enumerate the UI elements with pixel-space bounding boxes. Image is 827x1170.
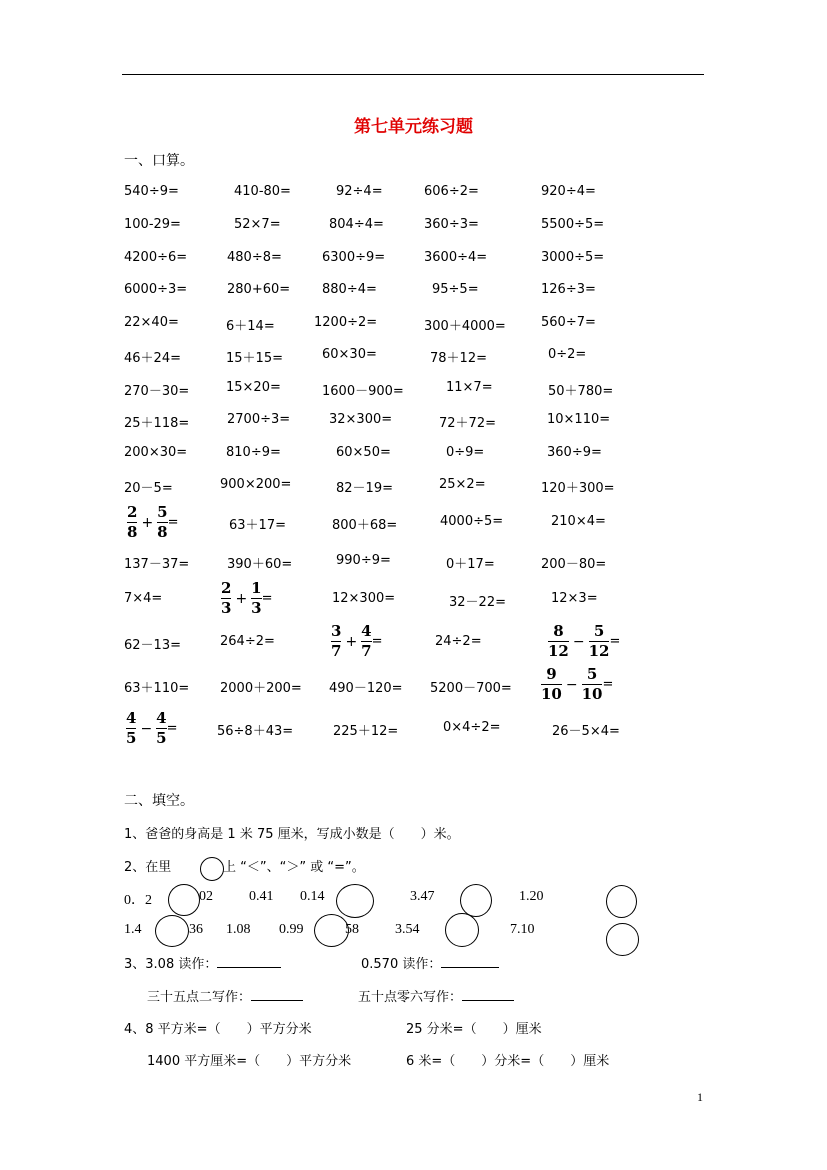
arithmetic-problem: 26－5×4= xyxy=(552,724,620,739)
arithmetic-problem: 12×3= xyxy=(551,591,598,606)
question-3-a-label: 3、3.08 读作： xyxy=(124,957,218,972)
equals-sign: = xyxy=(609,634,621,649)
compare-value: 0.99 xyxy=(279,922,304,937)
arithmetic-problem: 60×30= xyxy=(322,347,377,362)
denominator: 10 xyxy=(581,685,603,703)
arithmetic-problem: 25＋118= xyxy=(124,416,190,431)
numerator: 5 xyxy=(586,665,598,683)
arithmetic-problem: 63＋110= xyxy=(124,681,190,696)
arithmetic-problem: 56÷8＋43= xyxy=(217,724,294,739)
answer-blank[interactable] xyxy=(251,988,303,1001)
question-3-b xyxy=(361,953,499,972)
arithmetic-problem: 2000＋200= xyxy=(220,681,302,696)
arithmetic-problem: 880÷4= xyxy=(322,282,377,297)
arithmetic-problem: 137－37= xyxy=(124,557,190,572)
arithmetic-problem: 360÷3= xyxy=(424,217,479,232)
page-number: 1 xyxy=(697,1090,703,1104)
equals-sign: = xyxy=(166,721,178,736)
fraction xyxy=(156,709,166,748)
arithmetic-problem: 480÷8= xyxy=(227,250,282,265)
question-4-c: 1400 平方厘米=（ ）平方分米 xyxy=(147,1054,352,1069)
arithmetic-problem: 6＋14= xyxy=(226,319,275,334)
numerator: 2 xyxy=(221,579,232,597)
fraction xyxy=(331,622,341,661)
arithmetic-problem: 5200－700= xyxy=(430,681,512,696)
denominator: 12 xyxy=(588,642,610,660)
compare-circle[interactable] xyxy=(606,885,637,918)
fraction-expression xyxy=(126,709,178,748)
arithmetic-problem: 390＋60= xyxy=(227,557,293,572)
arithmetic-problem: 15＋15= xyxy=(226,351,283,366)
arithmetic-problem: 920÷4= xyxy=(541,184,596,199)
numerator: 5 xyxy=(157,503,168,521)
numerator: 4 xyxy=(361,622,372,640)
operator: + xyxy=(235,590,248,607)
fraction xyxy=(589,622,610,661)
arithmetic-problem: 52×7= xyxy=(234,217,281,232)
compare-value: 0．2 xyxy=(124,893,152,908)
compare-circle[interactable] xyxy=(606,923,639,956)
arithmetic-problem: 990÷9= xyxy=(336,553,391,568)
denominator: 8 xyxy=(157,523,168,541)
arithmetic-problem: 200－80= xyxy=(541,557,607,572)
arithmetic-problem: 210×4= xyxy=(551,514,606,529)
section-2-heading: 二、填空。 xyxy=(124,793,194,809)
arithmetic-problem: 20－5= xyxy=(124,481,173,496)
arithmetic-problem: 606÷2= xyxy=(424,184,479,199)
arithmetic-problem: 490－120= xyxy=(329,681,403,696)
arithmetic-problem: 300＋4000= xyxy=(424,319,506,334)
arithmetic-problem: 10×110= xyxy=(547,412,611,427)
compare-value: 3.47 xyxy=(410,889,435,904)
numerator: 5 xyxy=(593,622,605,640)
arithmetic-problem: 810÷9= xyxy=(226,445,281,460)
arithmetic-problem: 62－13= xyxy=(124,638,181,653)
compare-value: 0.41 xyxy=(249,889,274,904)
arithmetic-problem: 1600－900= xyxy=(322,384,404,399)
answer-blank[interactable] xyxy=(217,955,281,968)
operator: − xyxy=(565,676,578,693)
compare-circle[interactable] xyxy=(336,884,374,918)
arithmetic-problem: 225＋12= xyxy=(333,724,399,739)
operator: + xyxy=(345,633,358,650)
arithmetic-problem: 0÷9= xyxy=(446,445,485,460)
compare-circle[interactable] xyxy=(168,884,200,916)
denominator: 3 xyxy=(251,599,262,617)
fraction xyxy=(582,665,603,704)
fraction xyxy=(127,503,137,542)
arithmetic-problem: 4000÷5= xyxy=(440,514,504,529)
fraction xyxy=(157,503,167,542)
operator: + xyxy=(141,514,154,531)
equals-sign: = xyxy=(371,634,383,649)
compare-circle[interactable] xyxy=(445,913,479,947)
header-rule xyxy=(122,74,704,75)
question-3-d-label: 五十点零六写作： xyxy=(358,990,463,1005)
arithmetic-problem: 560÷7= xyxy=(541,315,596,330)
compare-value: 1.08 xyxy=(226,922,251,937)
fraction xyxy=(126,709,136,748)
numerator: 2 xyxy=(127,503,138,521)
arithmetic-problem: 270－30= xyxy=(124,384,190,399)
denominator: 3 xyxy=(221,599,232,617)
question-3-c xyxy=(147,986,303,1005)
compare-circle[interactable] xyxy=(155,915,189,947)
compare-value: 1.4 xyxy=(124,922,142,937)
arithmetic-problem: 95÷5= xyxy=(432,282,479,297)
arithmetic-problem: 360÷9= xyxy=(547,445,602,460)
arithmetic-problem: 804÷4= xyxy=(329,217,384,232)
arithmetic-problem: 0×4÷2= xyxy=(443,720,501,735)
denominator: 7 xyxy=(361,642,372,660)
arithmetic-problem: 24÷2= xyxy=(435,634,482,649)
fraction-expression xyxy=(221,579,273,618)
answer-blank[interactable] xyxy=(462,988,514,1001)
page-title: 第七单元练习题 xyxy=(354,117,473,137)
arithmetic-problem: 4200÷6= xyxy=(124,250,188,265)
arithmetic-problem: 25×2= xyxy=(439,477,486,492)
question-2-part-a: 2、在里 xyxy=(124,860,172,875)
arithmetic-problem: 900×200= xyxy=(220,477,292,492)
compare-value: 36 xyxy=(189,922,203,937)
operator: − xyxy=(572,633,585,650)
arithmetic-problem: 0＋17= xyxy=(446,557,495,572)
compare-value: 3.54 xyxy=(395,922,420,937)
arithmetic-problem: 6300÷9= xyxy=(322,250,386,265)
arithmetic-problem: 11×7= xyxy=(446,380,493,395)
compare-value: 02 xyxy=(199,889,213,904)
arithmetic-problem: 78＋12= xyxy=(430,351,487,366)
arithmetic-problem: 32－22= xyxy=(449,595,506,610)
arithmetic-problem: 1200÷2= xyxy=(314,315,378,330)
arithmetic-problem: 200×30= xyxy=(124,445,188,460)
denominator: 12 xyxy=(548,642,569,660)
arithmetic-problem: 92÷4= xyxy=(336,184,383,199)
arithmetic-problem: 50＋780= xyxy=(548,384,614,399)
arithmetic-problem: 540÷9= xyxy=(124,184,179,199)
arithmetic-problem: 2700÷3= xyxy=(227,412,291,427)
compare-circle[interactable] xyxy=(200,857,224,881)
question-4-d: 6 米=（ ）分米=（ ）厘米 xyxy=(406,1054,610,1069)
equals-sign: = xyxy=(602,677,614,692)
fraction xyxy=(221,579,231,618)
arithmetic-problem: 63＋17= xyxy=(229,518,286,533)
denominator: 7 xyxy=(331,642,342,660)
question-3-d xyxy=(358,986,514,1005)
fraction xyxy=(541,665,562,704)
answer-blank[interactable] xyxy=(441,955,499,968)
arithmetic-problem: 100-29= xyxy=(124,217,181,232)
arithmetic-problem: 12×300= xyxy=(332,591,396,606)
fraction-expression xyxy=(548,622,620,661)
arithmetic-problem: 15×20= xyxy=(226,380,281,395)
arithmetic-problem: 0÷2= xyxy=(548,347,587,362)
question-3-b-label: 0.570 读作： xyxy=(361,957,442,972)
numerator: 4 xyxy=(156,709,167,727)
fraction-expression xyxy=(331,622,383,661)
arithmetic-problem: 410-80= xyxy=(234,184,291,199)
fraction xyxy=(251,579,261,618)
denominator: 8 xyxy=(127,523,138,541)
question-4-b: 25 分米=（ ）厘米 xyxy=(406,1022,542,1037)
compare-circle[interactable] xyxy=(460,884,492,917)
numerator: 1 xyxy=(251,579,262,597)
equals-sign: = xyxy=(167,515,179,530)
arithmetic-problem: 32×300= xyxy=(329,412,393,427)
question-1: 1、爸爸的身高是 1 米 75 厘米，写成小数是（ ）米。 xyxy=(124,827,460,842)
question-3-a xyxy=(124,953,281,972)
numerator: 9 xyxy=(546,665,557,683)
arithmetic-problem: 126÷3= xyxy=(541,282,596,297)
arithmetic-problem: 120＋300= xyxy=(541,481,615,496)
arithmetic-problem: 46＋24= xyxy=(124,351,181,366)
arithmetic-problem: 3600÷4= xyxy=(424,250,488,265)
compare-circle[interactable] xyxy=(314,914,349,947)
question-3-c-label: 三十五点二写作： xyxy=(147,990,252,1005)
arithmetic-problem: 22×40= xyxy=(124,315,179,330)
arithmetic-problem: 800＋68= xyxy=(332,518,398,533)
arithmetic-problem: 280+60= xyxy=(227,282,291,297)
arithmetic-problem: 6000÷3= xyxy=(124,282,188,297)
fraction-expression xyxy=(127,503,179,542)
numerator: 4 xyxy=(126,709,137,727)
question-4-a: 4、8 平方米=（ ）平方分米 xyxy=(124,1022,312,1037)
fraction-expression xyxy=(541,665,613,704)
section-1-heading: 一、口算。 xyxy=(124,153,194,169)
arithmetic-problem: 3000÷5= xyxy=(541,250,605,265)
arithmetic-problem: 72＋72= xyxy=(439,416,496,431)
question-2-part-b: 上 “＜”、“＞” 或 “=”。 xyxy=(223,860,365,875)
compare-value: 1.20 xyxy=(519,889,544,904)
denominator: 5 xyxy=(156,729,167,747)
operator: − xyxy=(140,720,153,737)
numerator: 3 xyxy=(331,622,342,640)
arithmetic-problem: 264÷2= xyxy=(220,634,275,649)
arithmetic-problem: 60×50= xyxy=(336,445,391,460)
compare-value: 7.10 xyxy=(510,922,535,937)
compare-value: 58 xyxy=(345,922,359,937)
compare-value: 0.14 xyxy=(300,889,325,904)
equals-sign: = xyxy=(261,591,273,606)
fraction xyxy=(548,622,569,661)
arithmetic-problem: 7×4= xyxy=(124,591,163,606)
arithmetic-problem: 82－19= xyxy=(336,481,393,496)
arithmetic-problem: 5500÷5= xyxy=(541,217,605,232)
denominator: 10 xyxy=(541,685,562,703)
numerator: 8 xyxy=(553,622,564,640)
denominator: 5 xyxy=(126,729,137,747)
fraction xyxy=(361,622,371,661)
